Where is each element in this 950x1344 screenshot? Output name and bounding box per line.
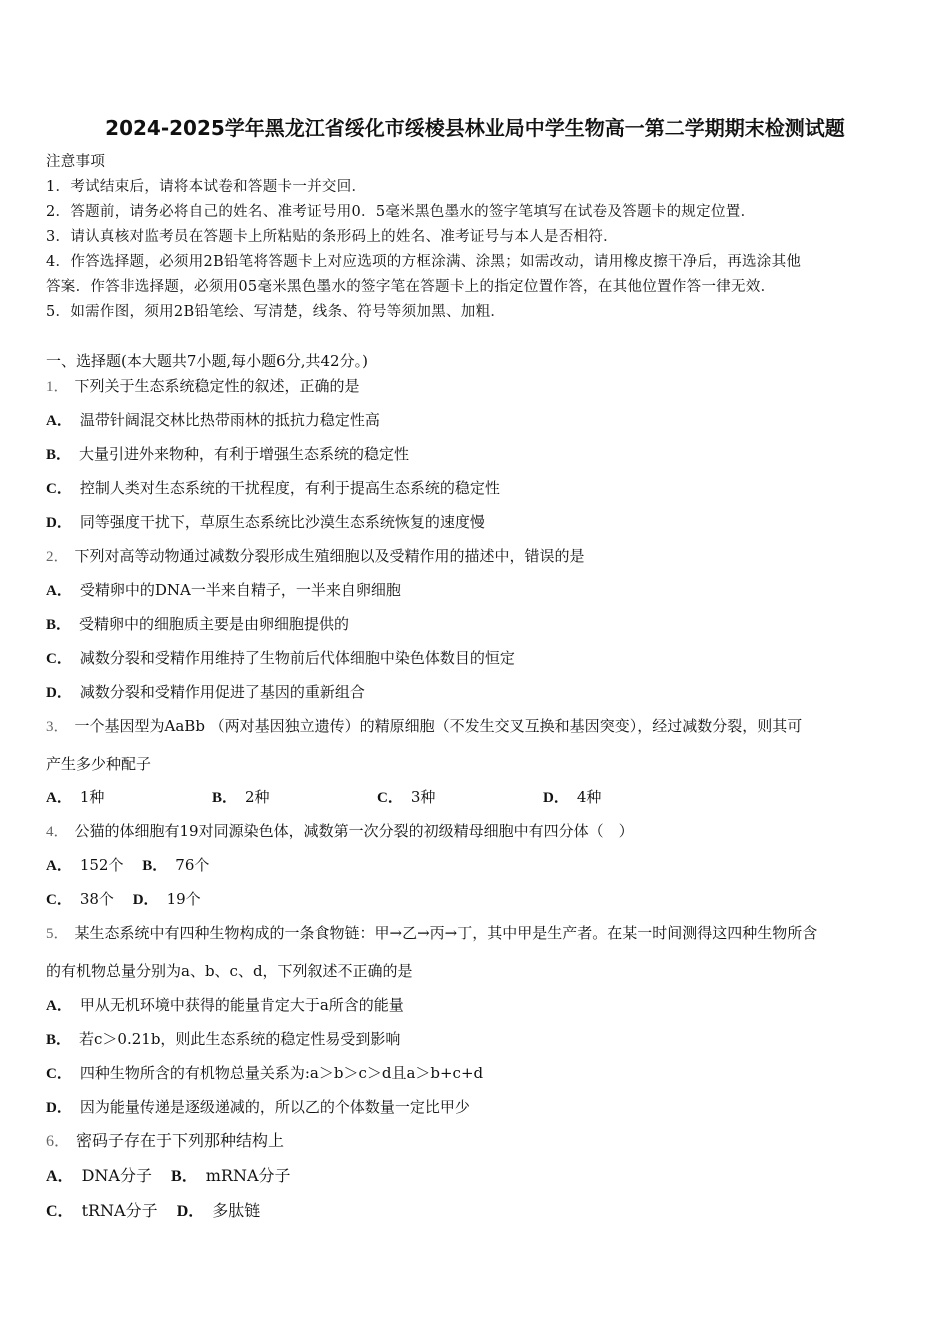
option-label: D． <box>176 1203 205 1220</box>
option-b[interactable] <box>171 1166 290 1185</box>
option-text: mRNA分子 <box>205 1166 291 1185</box>
option-text: 甲从无机环境中获得的能量肯定大于a所含的能量 <box>79 996 404 1014</box>
option-text: 因为能量传递是逐级递减的，所以乙的个体数量一定比甲少 <box>79 1098 470 1116</box>
option-label: D． <box>46 685 72 701</box>
option-text: 温带针阔混交林比热带雨林的抵抗力稳定性高 <box>79 411 380 429</box>
option-text: 四种生物所含的有机物总量关系为:a＞b＞c＞d且a＞b+c+d <box>79 1064 484 1082</box>
option-d[interactable] <box>46 682 916 703</box>
option-c[interactable] <box>46 890 114 908</box>
option-label: D． <box>132 892 159 908</box>
question-number: 6． <box>46 1133 71 1150</box>
option-label: B． <box>171 1168 198 1185</box>
option-b[interactable] <box>142 856 209 874</box>
option-text: 大量引进外来物种，有利于增强生态系统的稳定性 <box>79 445 410 463</box>
option-text: 控制人类对生态系统的干扰程度，有利于提高生态系统的稳定性 <box>79 479 500 497</box>
option-text: 4种 <box>576 788 602 806</box>
option-a[interactable] <box>46 995 916 1016</box>
question-number: 5． <box>46 926 69 942</box>
question-number: 1． <box>46 379 69 395</box>
option-label: C． <box>46 892 72 908</box>
option-label: D． <box>543 790 569 806</box>
notice-item: 答案．作答非选择题，必须用05毫米黑色墨水的签字笔在答题卡上的指定位置作答，在其他位置作答一律无效． <box>46 279 776 295</box>
option-label: C． <box>46 651 72 667</box>
option-text: DNA分子 <box>81 1166 152 1185</box>
option-text: 19个 <box>166 890 201 908</box>
option-text: 多肽链 <box>212 1201 261 1220</box>
option-text: 76个 <box>175 856 210 874</box>
option-text: 减数分裂和受精作用促进了基因的重新组合 <box>79 683 365 701</box>
option-text: tRNA分子 <box>81 1201 158 1220</box>
option-d[interactable] <box>543 787 601 808</box>
option-label: A． <box>46 858 72 874</box>
option-a[interactable] <box>46 410 916 431</box>
option-row <box>46 889 916 910</box>
option-b[interactable] <box>46 614 916 635</box>
question-stem: 下列对高等动物通过减数分裂形成生殖细胞以及受精作用的描述中，错误的是 <box>74 547 585 565</box>
option-text: 3种 <box>410 788 436 806</box>
question-6 <box>46 1131 916 1152</box>
option-label: D． <box>46 1100 72 1116</box>
question-1 <box>46 376 916 397</box>
option-c[interactable] <box>46 648 916 669</box>
section-heading: 一、选择题(本大题共7小题,每小题6分,共42分。) <box>46 352 368 370</box>
option-row <box>46 1166 916 1187</box>
option-text: 152个 <box>79 856 124 874</box>
page-title: 2024-2025学年黑龙江省绥化市绥棱县林业局中学生物高一第二学期期末检测试题 <box>105 116 845 140</box>
option-label: A． <box>46 790 72 806</box>
option-label: A． <box>46 583 72 599</box>
notice-item: 5．如需作图，须用2B铅笔绘、写清楚，线条、符号等须加黑、加粗． <box>46 304 506 320</box>
option-row <box>46 1201 916 1222</box>
option-d[interactable] <box>177 1201 261 1220</box>
option-text: 同等强度干扰下，草原生态系统比沙漠生态系统恢复的速度慢 <box>79 513 485 531</box>
question-number: 4． <box>46 824 69 840</box>
notice-item: 4．作答选择题，必须用2B铅笔将答题卡上对应选项的方框涂满、涂黑；如需改动，请用橡皮擦干净后，再选涂其他 <box>46 254 802 270</box>
option-a[interactable] <box>46 1166 152 1185</box>
question-number: 2． <box>46 549 69 565</box>
question-4 <box>46 821 916 842</box>
option-label: B． <box>212 790 238 806</box>
option-text: 受精卵中的细胞质主要是由卵细胞提供的 <box>79 615 350 633</box>
question-stem: 下列关于生态系统稳定性的叙述，正确的是 <box>74 377 360 395</box>
option-label: C． <box>377 790 403 806</box>
option-label: A． <box>46 998 72 1014</box>
option-text: 38个 <box>79 890 114 908</box>
option-text: 若c＞0.21b，则此生态系统的稳定性易受到影响 <box>79 1030 401 1048</box>
option-a[interactable] <box>46 787 104 808</box>
question-stem: 密码子存在于下列那种结构上 <box>76 1131 285 1150</box>
option-text: 减数分裂和受精作用维持了生物前后代体细胞中染色体数目的恒定 <box>79 649 515 667</box>
question-number: 3． <box>46 719 69 735</box>
option-d[interactable] <box>133 890 201 908</box>
question-2 <box>46 546 916 567</box>
option-label: B． <box>46 617 72 633</box>
question-3 <box>46 716 916 737</box>
option-label: C． <box>46 1203 74 1220</box>
question-stem-continued: 的有机物总量分别为a、b、c、d，下列叙述不正确的是 <box>46 962 413 980</box>
option-b[interactable] <box>212 787 270 808</box>
option-b[interactable] <box>46 444 916 465</box>
option-d[interactable] <box>46 512 916 533</box>
option-label: A． <box>46 413 72 429</box>
question-stem: 公猫的体细胞有19对同源染色体，减数第一次分裂的初级精母细胞中有四分体（ ） <box>74 822 634 840</box>
option-label: B． <box>46 447 72 463</box>
option-label: C． <box>46 481 72 497</box>
option-c[interactable] <box>377 787 435 808</box>
question-5 <box>46 923 916 944</box>
notice-item: 2．答题前，请务必将自己的姓名、准考证号用0．5毫米黑色墨水的签字笔填写在试卷及答题卡的规定位置． <box>46 204 756 220</box>
option-a[interactable] <box>46 580 916 601</box>
question-stem: 某生态系统中有四种生物构成的一条食物链：甲→乙→丙→丁，其中甲是生产者。在某一时间测得这四种生物所含 <box>74 924 818 942</box>
option-label: B． <box>142 858 168 874</box>
option-d[interactable] <box>46 1097 916 1118</box>
option-text: 2种 <box>245 788 270 806</box>
option-row <box>46 855 916 876</box>
option-label: B． <box>46 1032 72 1048</box>
question-stem: 一个基因型为AaBb （两对基因独立遗传）的精原细胞（不发生交叉互换和基因突变），经过减数分裂，则其可 <box>74 717 803 735</box>
option-b[interactable] <box>46 1029 916 1050</box>
notice-item: 1．考试结束后，请将本试卷和答题卡一并交回． <box>46 179 367 195</box>
option-c[interactable] <box>46 1201 158 1220</box>
notice-heading: 注意事项 <box>46 154 106 170</box>
notice-item: 3．请认真核对监考员在答题卡上所粘贴的条形码上的姓名、准考证号与本人是否相符． <box>46 229 618 245</box>
option-c[interactable] <box>46 1063 916 1084</box>
option-label: A． <box>46 1168 74 1185</box>
option-text: 受精卵中的DNA一半来自精子，一半来自卵细胞 <box>79 581 401 599</box>
option-label: D． <box>46 515 72 531</box>
option-a[interactable] <box>46 856 123 874</box>
option-text: 1种 <box>79 788 105 806</box>
question-stem-continued: 产生多少种配子 <box>46 755 152 773</box>
option-label: C． <box>46 1066 72 1082</box>
option-c[interactable] <box>46 478 916 499</box>
